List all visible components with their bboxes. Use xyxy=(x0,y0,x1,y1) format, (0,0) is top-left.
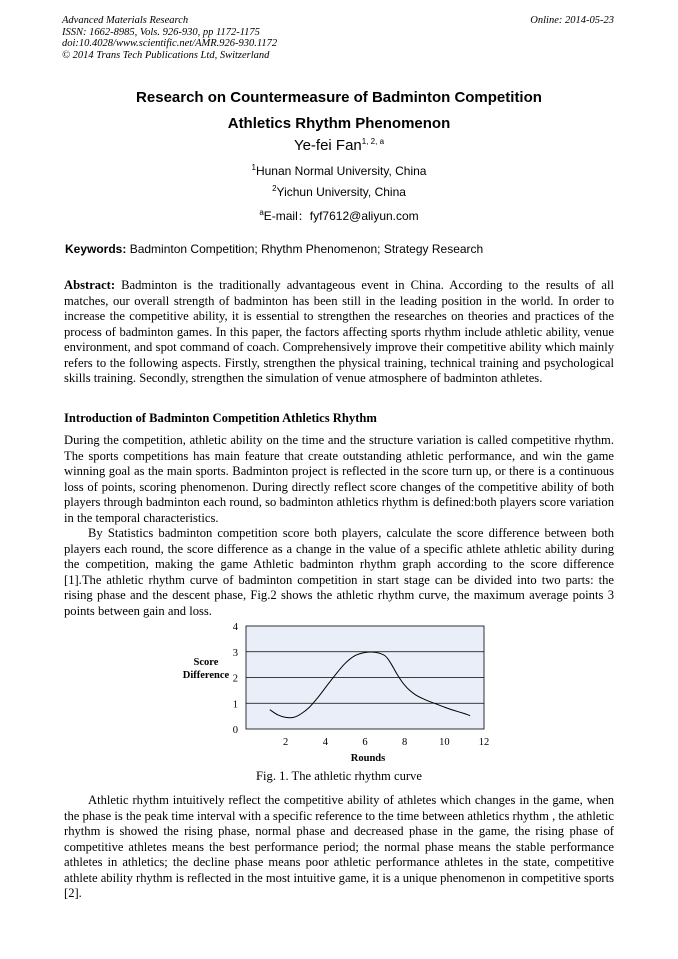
x-tick-labels xyxy=(283,737,489,748)
y-tick-label: 3 xyxy=(232,647,238,659)
author-name: Ye-fei Fan xyxy=(293,137,362,154)
y-axis-label-line-1: Score xyxy=(193,657,219,668)
x-tick-label: 6 xyxy=(362,737,368,748)
abstract-text: Badminton is the traditionally advantageous event in China. According to the results of all matches, our overall strength of badminton has been still in the leading position in the world. In order to increase the competitive ability, it is essential to strengthen the researches on theories and practices of the process of badminton games. In this paper, the factors affecting sports rhythm include athletic ability, venue environment, and spot command of coach. Comprehensively improve their competitive ability which mainly refers to the following aspects. Firstly, strengthen the physical training, technical training and psychological skills training. Secondly, strengthen the simulation of venue atmosphere of badminton athletes. xyxy=(64,278,614,385)
paper-title-line-2: Athletics Rhythm Phenomenon xyxy=(227,115,451,132)
x-tick-label: 10 xyxy=(439,737,450,748)
issn-line: ISSN: 1662-8985, Vols. 926-930, pp 1172-1175 xyxy=(62,26,260,38)
abstract-label: Abstract: xyxy=(64,278,116,292)
y-tick-labels xyxy=(233,622,239,736)
keywords-label: Keywords: xyxy=(65,242,127,256)
author-superscript: 1, 2, a xyxy=(361,137,385,146)
x-tick-label: 2 xyxy=(283,737,289,748)
affiliation-1-text: Hunan Normal University, China xyxy=(255,164,427,178)
intro-paragraph-2: By Statistics badminton competition score both players, calculate the score difference between both players each round, the score difference as a change in the value of a specific athlete athletic ability during the competition, making the game Athletic badminton rhythm graph according to the score difference [1].The athletic rhythm curve of badminton competition in start stage can be divided into two parts: the rising phase and the descent phase, Fig.2 shows the athletic rhythm curve, the maximum average points 3 points between gain and loss. xyxy=(64,526,614,618)
author-line xyxy=(0,137,678,154)
email-marker: a xyxy=(259,208,264,217)
keywords-text: Badminton Competition; Rhythm Phenomenon; Strategy Research xyxy=(126,242,484,256)
section-heading: Introduction of Badminton Competition Athletics Rhythm xyxy=(64,411,377,425)
affiliation-2-text: Yichun University, China xyxy=(276,185,406,199)
author-email xyxy=(0,207,678,224)
x-tick-label: 4 xyxy=(322,737,328,748)
y-tick-label: 0 xyxy=(232,725,238,736)
copyright-line: © 2014 Trans Tech Publications Ltd, Switzerland xyxy=(62,49,270,61)
y-tick-label: 4 xyxy=(232,622,238,633)
y-tick-label: 1 xyxy=(232,699,238,711)
online-date: Online: 2014-05-23 xyxy=(530,15,614,26)
x-tick-label: 8 xyxy=(402,737,408,748)
y-axis-label-line-2: Difference xyxy=(182,670,230,681)
keywords xyxy=(65,242,614,256)
rhythm-chart xyxy=(180,620,500,770)
y-tick-label: 2 xyxy=(232,673,238,685)
affiliation-2 xyxy=(0,185,678,199)
x-axis-label: Rounds xyxy=(350,753,386,764)
affiliation-2-marker: 2 xyxy=(272,184,277,193)
paragraph-3: Athletic rhythm intuitively reflect the competitive ability of athletes which changes in the game, when the phase is the peak time interval with a specific reference to the time between athletics rhythm , the athletic rhythm is showed the rising phase, normal phase and decreased phase in the game, the rising phase of competitive athletes means the best performance period; the normal phase means the stable performance athletes in athletics; the decline phase means poor athletic performance athletes in the state, competitive athlete ability rhythm is reflected in the most intuitive game, it is a unique phenomenon in competitive sports [2]. xyxy=(64,793,614,900)
journal-name: Advanced Materials Research xyxy=(62,15,189,26)
email-text: E-mail：fyf7612@aliyun.com xyxy=(263,209,419,223)
x-tick-label: 12 xyxy=(478,737,490,748)
paper-title-line-1: Research on Countermeasure of Badminton Competition xyxy=(136,89,542,106)
figure-caption: Fig. 1. The athletic rhythm curve xyxy=(256,769,422,783)
doi-line: doi:10.4028/www.scientific.net/AMR.926-930.1172 xyxy=(62,38,278,50)
affiliation-1-marker: 1 xyxy=(251,163,256,172)
intro-paragraph-1: During the competition, athletic ability on the time and the structure variation is called competitive rhythm. The sports competitions has main feature that create outstanding athletic performance, and win the game winning goal as the main sports. Badminton project is reflected in the score turn up, or there is a continuous loss of points, scoring phenomenon. During directly reflect score changes of the competitive ability of both players through badminton each round, so badminton athletics rhythm is defined:both players score variation in the temporal characteristics. xyxy=(64,433,614,525)
affiliation-1 xyxy=(0,164,678,178)
page-header xyxy=(62,15,614,61)
abstract xyxy=(64,278,614,387)
